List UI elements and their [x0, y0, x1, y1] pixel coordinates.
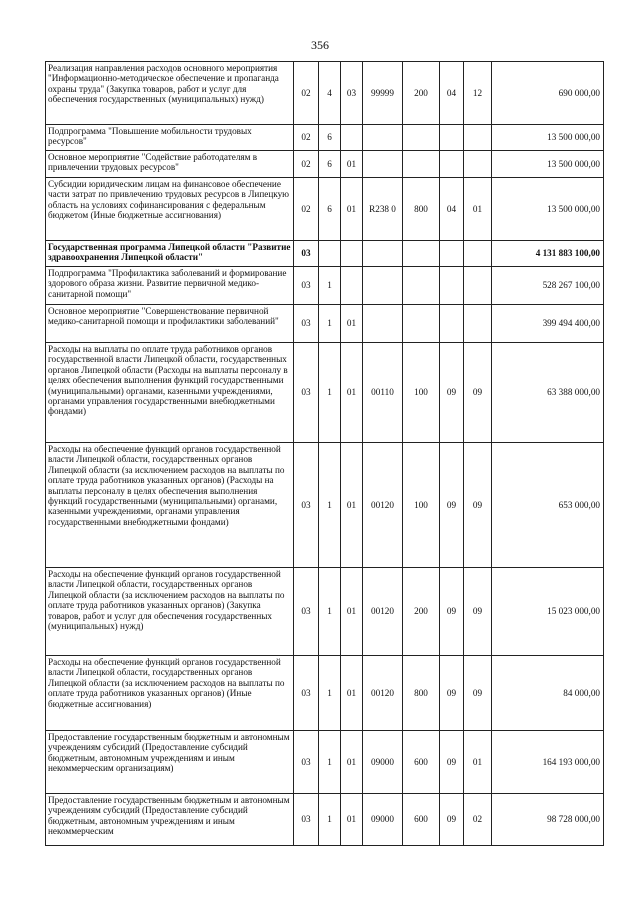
cell-pr [464, 305, 492, 343]
cell-om: 01 [341, 178, 363, 241]
cell-pp: 1 [319, 656, 341, 731]
cell-amount: 4 131 883 100,00 [492, 241, 604, 267]
cell-rz [440, 151, 464, 178]
cell-pp: 1 [319, 731, 341, 794]
cell-pp: 1 [319, 443, 341, 568]
table-row [46, 343, 604, 443]
row-name: Основное мероприятие "Совершенствование первичной медико-санитарной помощи и профилактики заболеваний" [46, 305, 294, 343]
cell-amount: 13 500 000,00 [492, 125, 604, 151]
cell-pr [464, 241, 492, 267]
cell-amount: 13 500 000,00 [492, 178, 604, 241]
cell-om: 01 [341, 151, 363, 178]
cell-vr [403, 267, 440, 305]
cell-vr: 800 [403, 178, 440, 241]
page-number: 356 [311, 38, 329, 52]
cell-pp: 6 [319, 178, 341, 241]
cell-pp: 4 [319, 62, 341, 125]
cell-vr [403, 305, 440, 343]
cell-vr: 100 [403, 443, 440, 568]
cell-pp: 1 [319, 343, 341, 443]
row-name: Государственная программа Липецкой области "Развитие здравоохранения Липецкой области" [46, 241, 294, 267]
cell-vr: 200 [403, 62, 440, 125]
cell-amount: 653 000,00 [492, 443, 604, 568]
cell-amount: 690 000,00 [492, 62, 604, 125]
cell-pr [464, 267, 492, 305]
row-name: Предоставление государственным бюджетным и автономным учреждениям субсидий (Предоставление субсидий бюджетным, автономным учреждениям и иным некоммерческим [46, 794, 294, 846]
cell-gp: 03 [294, 656, 319, 731]
cell-rz [440, 305, 464, 343]
cell-dir [363, 305, 403, 343]
row-name: Предоставление государственным бюджетным и автономным учреждениям субсидий (Предоставление субсидий бюджетным, автономным учреждениям и иным некоммерческим организациям) [46, 731, 294, 794]
cell-amount: 399 494 400,00 [492, 305, 604, 343]
cell-rz: 04 [440, 62, 464, 125]
budget-table [45, 61, 604, 846]
cell-rz: 09 [440, 443, 464, 568]
cell-rz: 09 [440, 656, 464, 731]
table-row [46, 267, 604, 305]
cell-om: 01 [341, 568, 363, 656]
table-row [46, 731, 604, 794]
cell-om: 01 [341, 794, 363, 846]
row-name: Основное мероприятие "Содействие работодателям в привлечении трудовых ресурсов" [46, 151, 294, 178]
cell-om: 01 [341, 731, 363, 794]
cell-rz: 09 [440, 731, 464, 794]
cell-dir: 00120 [363, 568, 403, 656]
cell-om: 01 [341, 343, 363, 443]
cell-om: 01 [341, 305, 363, 343]
cell-om [341, 125, 363, 151]
cell-dir: R238 0 [363, 178, 403, 241]
cell-pr: 09 [464, 568, 492, 656]
cell-dir: 00110 [363, 343, 403, 443]
cell-pr: 02 [464, 794, 492, 846]
cell-rz: 09 [440, 568, 464, 656]
cell-amount: 84 000,00 [492, 656, 604, 731]
cell-vr [403, 151, 440, 178]
cell-vr [403, 241, 440, 267]
cell-amount: 15 023 000,00 [492, 568, 604, 656]
table-row [46, 656, 604, 731]
cell-amount: 98 728 000,00 [492, 794, 604, 846]
cell-dir: 09000 [363, 731, 403, 794]
row-name: Расходы на обеспечение функций органов государственной власти Липецкой области, государственных органов Липецкой области (за исключением расходов на выплаты по оплате труда работников указанных органов) (Расходы на выплаты персоналу в целях обеспечения выполнения функций государственными (муниципальными) органами, казенными учреждениями, органами управления государственными внебюджетными фондами) [46, 443, 294, 568]
table-row [46, 241, 604, 267]
cell-dir [363, 125, 403, 151]
table-row [46, 305, 604, 343]
cell-vr: 600 [403, 731, 440, 794]
cell-pp: 6 [319, 125, 341, 151]
cell-pr: 01 [464, 731, 492, 794]
cell-rz: 09 [440, 343, 464, 443]
cell-pr: 12 [464, 62, 492, 125]
cell-gp: 02 [294, 125, 319, 151]
row-name: Подпрограмма "Профилактика заболеваний и формирование здорового образа жизни. Развитие первичной медико-санитарной помощи" [46, 267, 294, 305]
row-name: Расходы на выплаты по оплате труда работников органов государственной власти Липецкой области, государственных органов Липецкой области (Расходы на выплаты персоналу в целях обеспечения выполнения функций государственными (муниципальными) органами, казенными учреждениями, органами управления государственными внебюджетными фондами) [46, 343, 294, 443]
table-row [46, 178, 604, 241]
cell-gp: 02 [294, 151, 319, 178]
cell-gp: 03 [294, 794, 319, 846]
cell-pr: 01 [464, 178, 492, 241]
cell-rz [440, 267, 464, 305]
cell-pp: 6 [319, 151, 341, 178]
cell-gp: 03 [294, 241, 319, 267]
cell-vr: 200 [403, 568, 440, 656]
cell-dir [363, 241, 403, 267]
cell-pr: 09 [464, 343, 492, 443]
cell-vr: 600 [403, 794, 440, 846]
cell-amount: 528 267 100,00 [492, 267, 604, 305]
cell-pr [464, 125, 492, 151]
cell-om: 01 [341, 443, 363, 568]
cell-pr [464, 151, 492, 178]
table-row [46, 151, 604, 178]
cell-amount: 63 388 000,00 [492, 343, 604, 443]
table-row [46, 568, 604, 656]
cell-dir: 00120 [363, 443, 403, 568]
cell-amount: 13 500 000,00 [492, 151, 604, 178]
cell-gp: 02 [294, 178, 319, 241]
cell-pp: 1 [319, 794, 341, 846]
cell-pp: 1 [319, 305, 341, 343]
cell-om: 03 [341, 62, 363, 125]
table-row [46, 125, 604, 151]
cell-om: 01 [341, 656, 363, 731]
cell-rz: 04 [440, 178, 464, 241]
cell-om [341, 267, 363, 305]
cell-dir: 99999 [363, 62, 403, 125]
cell-dir [363, 267, 403, 305]
row-name: Расходы на обеспечение функций органов государственной власти Липецкой области, государственных органов Липецкой области (за исключением расходов на выплаты по оплате труда работников указанных органов) (Иные бюджетные ассигнования) [46, 656, 294, 731]
cell-gp: 03 [294, 443, 319, 568]
cell-rz: 09 [440, 794, 464, 846]
cell-dir [363, 151, 403, 178]
cell-dir: 00120 [363, 656, 403, 731]
table-row [46, 794, 604, 846]
cell-rz [440, 241, 464, 267]
cell-dir: 09000 [363, 794, 403, 846]
cell-gp: 03 [294, 731, 319, 794]
table-row [46, 443, 604, 568]
table-row [46, 62, 604, 125]
cell-gp: 03 [294, 343, 319, 443]
cell-gp: 03 [294, 305, 319, 343]
cell-pp: 1 [319, 267, 341, 305]
cell-rz [440, 125, 464, 151]
row-name: Реализация направления расходов основного мероприятия "Информационно-методическое обеспечение и пропаганда охраны труда" (Закупка товаров, работ и услуг для обеспечения государственных (муниципальных) нужд) [46, 62, 294, 125]
row-name: Субсидии юридическим лицам на финансовое обеспечение части затрат по привлечению трудовых ресурсов в Липецкую область на условиях софинансирования с федеральным бюджетом (Иные бюджетные ассигнования) [46, 178, 294, 241]
cell-vr: 100 [403, 343, 440, 443]
row-name: Расходы на обеспечение функций органов государственной власти Липецкой области, государственных органов Липецкой области (за исключением расходов на выплаты по оплате труда работников указанных органов) (Закупка товаров, работ и услуг для обеспечения государственных (муниципальных) нужд) [46, 568, 294, 656]
cell-vr: 800 [403, 656, 440, 731]
cell-gp: 03 [294, 568, 319, 656]
cell-om [341, 241, 363, 267]
cell-pr: 09 [464, 656, 492, 731]
cell-gp: 02 [294, 62, 319, 125]
cell-pp [319, 241, 341, 267]
cell-pr: 09 [464, 443, 492, 568]
cell-gp: 03 [294, 267, 319, 305]
cell-vr [403, 125, 440, 151]
cell-pp: 1 [319, 568, 341, 656]
row-name: Подпрограмма "Повышение мобильности трудовых ресурсов" [46, 125, 294, 151]
cell-amount: 164 193 000,00 [492, 731, 604, 794]
